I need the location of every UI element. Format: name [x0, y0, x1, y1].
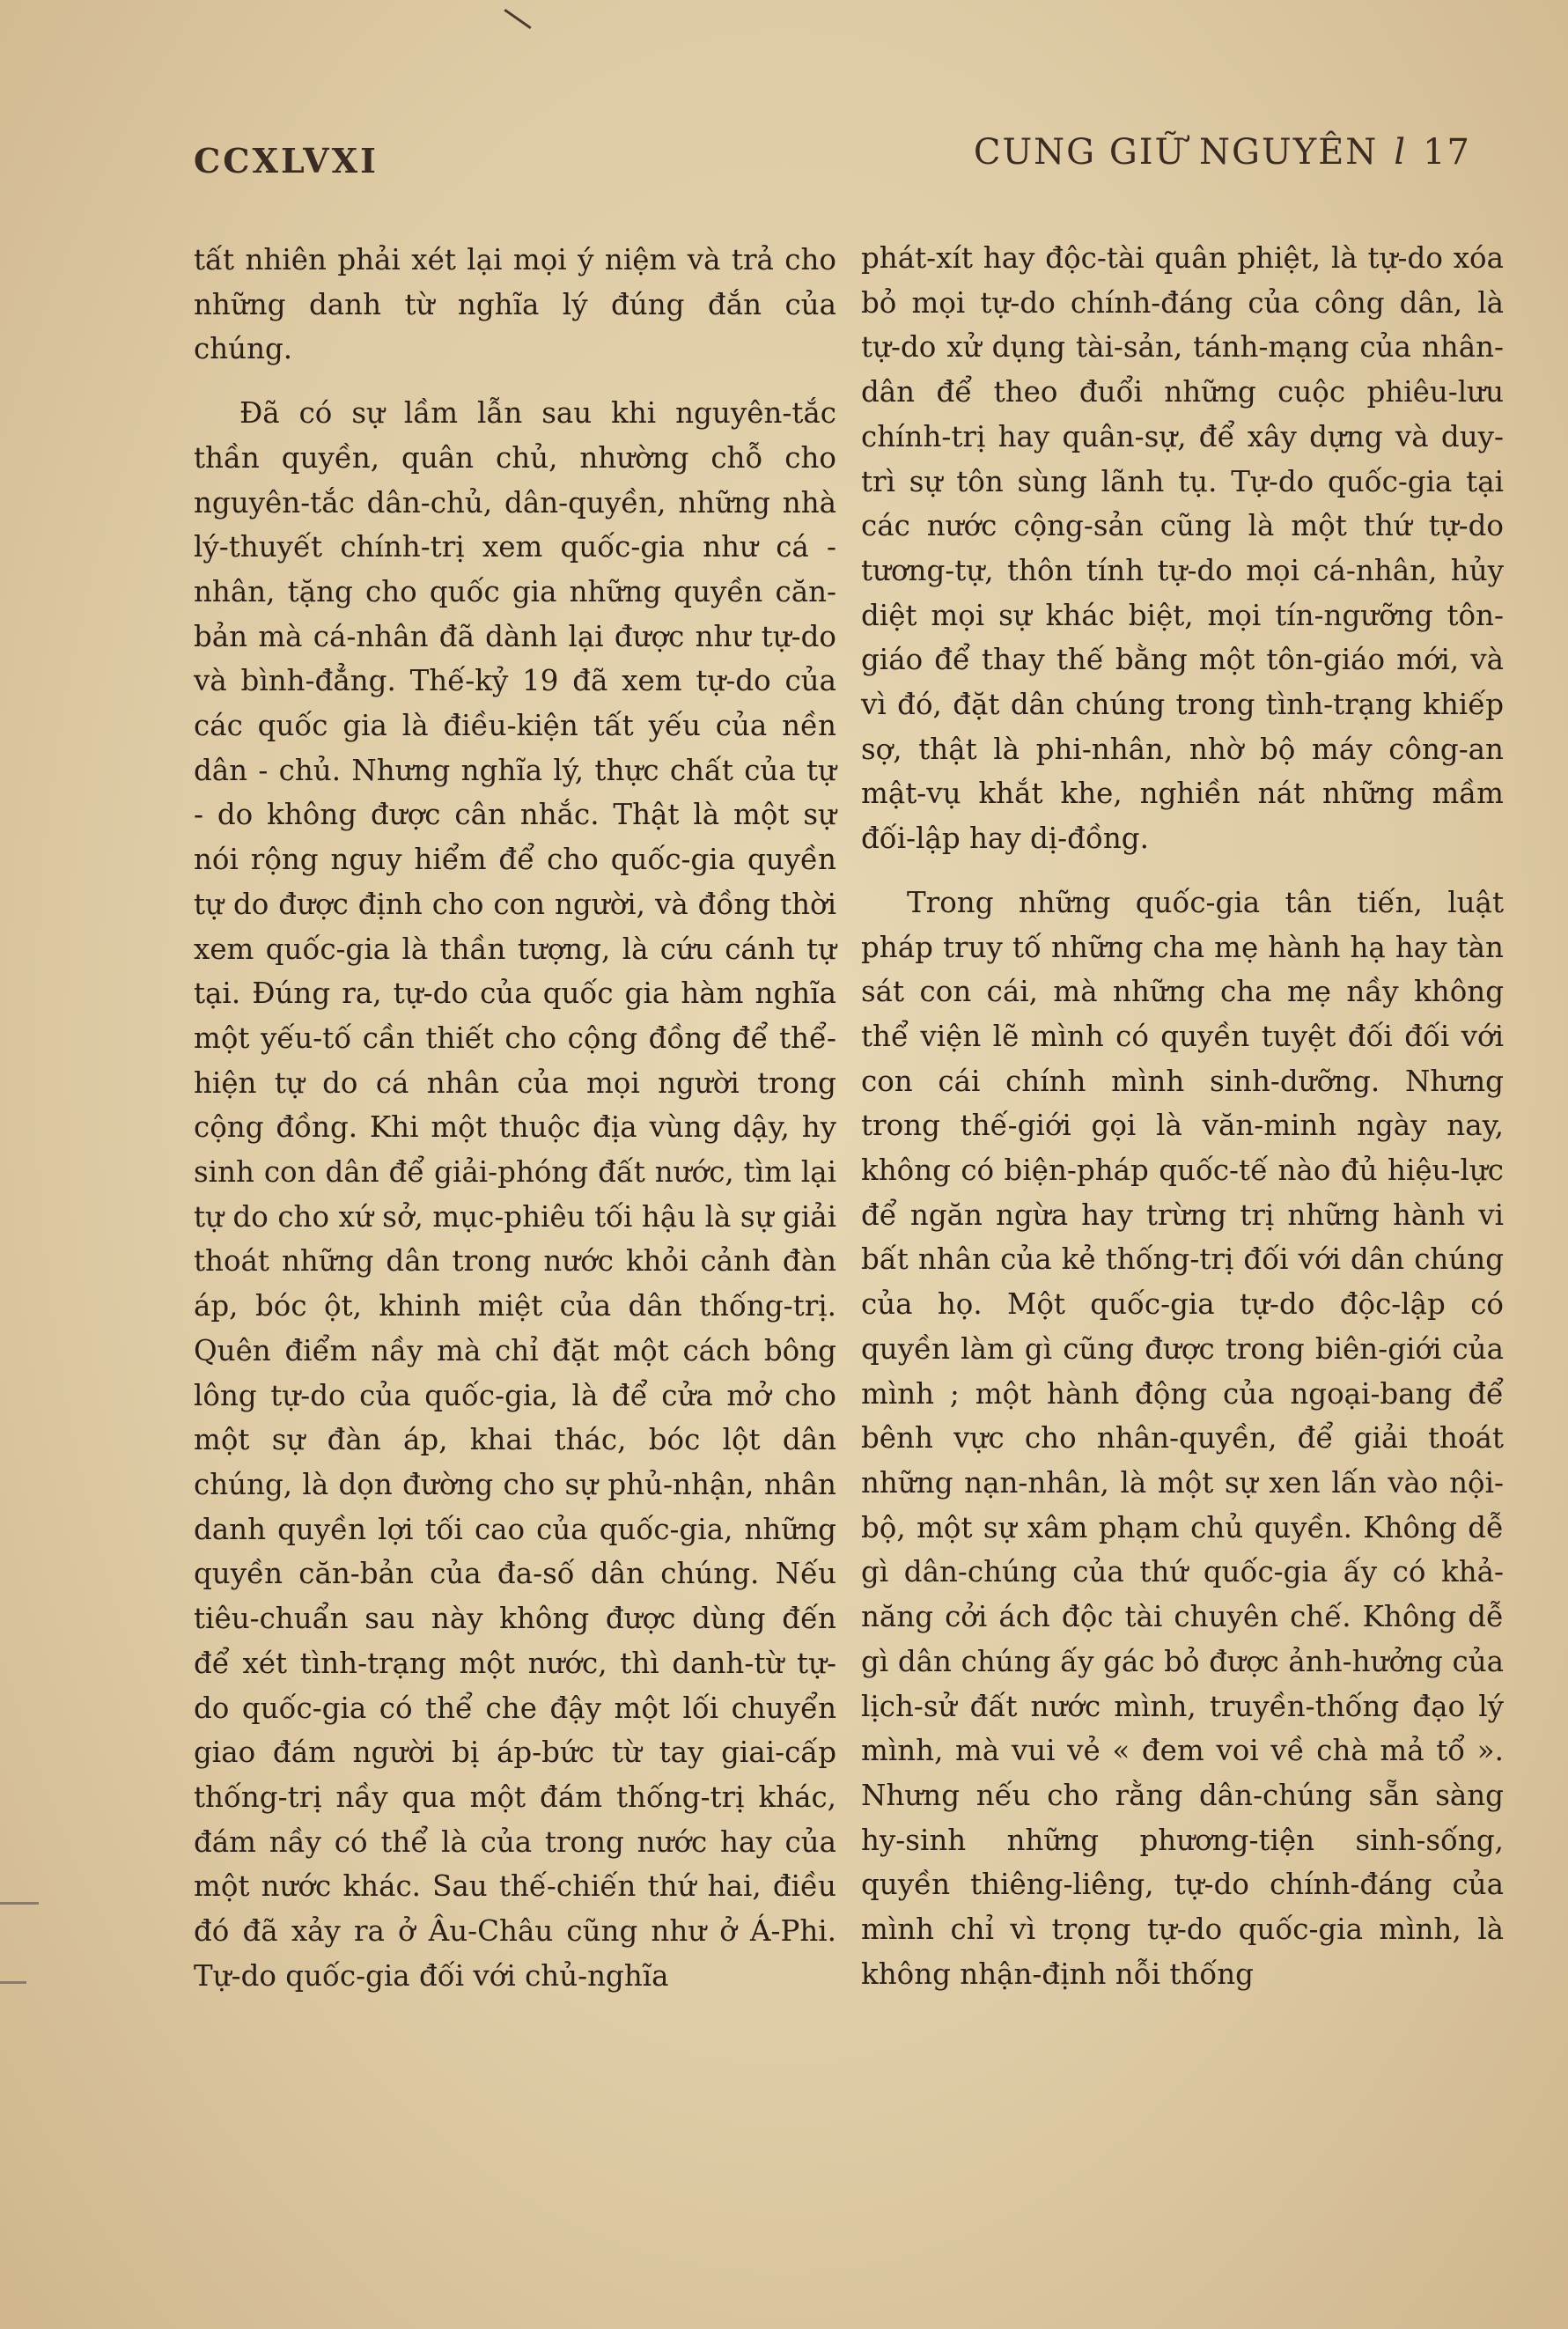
- edge-mark: [0, 1981, 26, 1984]
- right-column: [861, 236, 1504, 1996]
- paragraph: Đã có sự lầm lẫn sau khi nguyên-tắc thần quyền, quân chủ, nhường chỗ cho nguyên-tắc dân-chủ, dân-quyền, những nhà lý-thuyết chính-trị xem quốc-gia như cá - nhân, tặng cho quốc gia những quyền căn-bản mà cá-nhân đã dành lại được như tự-do và bình-đẳng. Thế-kỷ 19 đã xem tự-do của các quốc gia là điều-kiện tất yếu của nền dân - chủ. Nhưng nghĩa lý, thực chất của tự - do không được cân nhắc. Thật là một sự nói rộng nguy hiểm để cho quốc-gia quyền tự do được định cho con người, và đồng thời xem quốc-gia là thần tượng, là cứu cánh tự tại. Đúng ra, tự-do của quốc gia hàm nghĩa một yếu-tố cần thiết cho cộng đồng để thể-hiện tự do cá nhân của mọi người trong cộng đồng. Khi một thuộc địa vùng dậy, hy sinh con dân để giải-phóng đất nước, tìm lại tự do cho xứ sở, mục-phiêu tối hậu là sự giải thoát những dân trong nước khỏi cảnh đàn áp, bóc ột, khinh miệt của dân thống-trị. Quên điểm nầy mà chỉ đặt một cách bông lông tự-do của quốc-gia, là để cửa mở cho một sự đàn áp, khai thác, bóc lột dân chúng, là dọn đường cho sự phủ-nhận, nhân danh quyền lợi tối cao của quốc-gia, những quyền căn-bản của đa-số dân chúng. Nếu tiêu-chuẩn sau này không được dùng đến để xét tình-trạng một nước, thì danh-từ tự-do quốc-gia có thể che đậy một lối chuyển giao đám người bị áp-bức từ tay giai-cấp thống-trị nầy qua một đám thống-trị khác, đám nầy có thể là của trong nước hay của một nước khác. Sau thế-chiến thứ hai, điều đó đã xảy ra ở Âu-Châu cũng như ở Á-Phi. Tự-do quốc-gia đối với chủ-nghĩa: [194, 396, 836, 1993]
- left-column: [194, 238, 836, 1998]
- page-number: 17: [1423, 132, 1471, 173]
- edge-mark: [0, 1902, 39, 1905]
- paragraph: tất nhiên phải xét lại mọi ý niệm và trả cho những danh từ nghĩa lý đúng đắn của chúng.: [194, 243, 836, 366]
- running-header-right: [974, 132, 1471, 173]
- paragraph: Trong những quốc-gia tân tiến, luật pháp truy tố những cha mẹ hành hạ hay tàn sát con cái, mà những cha mẹ nầy không thể viện lẽ mình có quyền tuyệt đối đối với con cái chính mình sinh-dưỡng. Nhưng trong thế-giới gọi là văn-minh ngày nay, không có biện-pháp quốc-tế nào đủ hiệu-lực để ngăn ngừa hay trừng trị những hành vi bất nhân của kẻ thống-trị đối với dân chúng của họ. Một quốc-gia tự-do độc-lập có quyền làm gì cũng được trong biên-giới của mình ; một hành động của ngoại-bang để bênh vực cho nhân-quyền, để giải thoát những nạn-nhân, là một sự xen lấn vào nội-bộ, một sự xâm phạm chủ quyền. Không dễ gì dân-chúng của thứ quốc-gia ấy có khả-năng cởi ách độc tài chuyên chế. Không dễ gì dân chúng ấy gác bỏ được ảnh-hưởng của lịch-sử đất nước mình, truyền-thống đạo lý mình, mà vui vẻ « đem voi về chà mả tổ ». Nhưng nếu cho rằng dân-chúng sẵn sàng hy-sinh những phương-tiện sinh-sống, quyền thiêng-liêng, tự-do chính-đáng của mình chỉ vì trọng tự-do quốc-gia mình, là không nhận-định nỗi thống: [861, 885, 1504, 1991]
- chapter-title: CUNG GIỮ NGUYÊN: [973, 132, 1379, 173]
- paragraph: phát-xít hay độc-tài quân phiệt, là tự-do xóa bỏ mọi tự-do chính-đáng của công dân, là tự-do xử dụng tài-sản, tánh-mạng của nhân-dân để theo đuổi những cuộc phiêu-lưu chính-trị hay quân-sự, để xây dựng và duy-trì sự tôn sùng lãnh tụ. Tự-do quốc-gia tại các nước cộng-sản cũng là một thứ tự-do tương-tự, thôn tính tự-do mọi cá-nhân, hủy diệt mọi sự khác biệt, mọi tín-ngưỡng tôn-giáo để thay thế bằng một tôn-giáo mới, và vì đó, đặt dân chúng trong tình-trạng khiếp sợ, thật là phi-nhân, nhờ bộ máy công-an mật-vụ khắt khe, nghiền nát những mầm đối-lập hay dị-đồng.: [861, 241, 1504, 856]
- header-separator: l: [1394, 132, 1408, 173]
- running-header-left: CCXLVXI: [194, 141, 379, 181]
- pen-mark: [504, 9, 531, 29]
